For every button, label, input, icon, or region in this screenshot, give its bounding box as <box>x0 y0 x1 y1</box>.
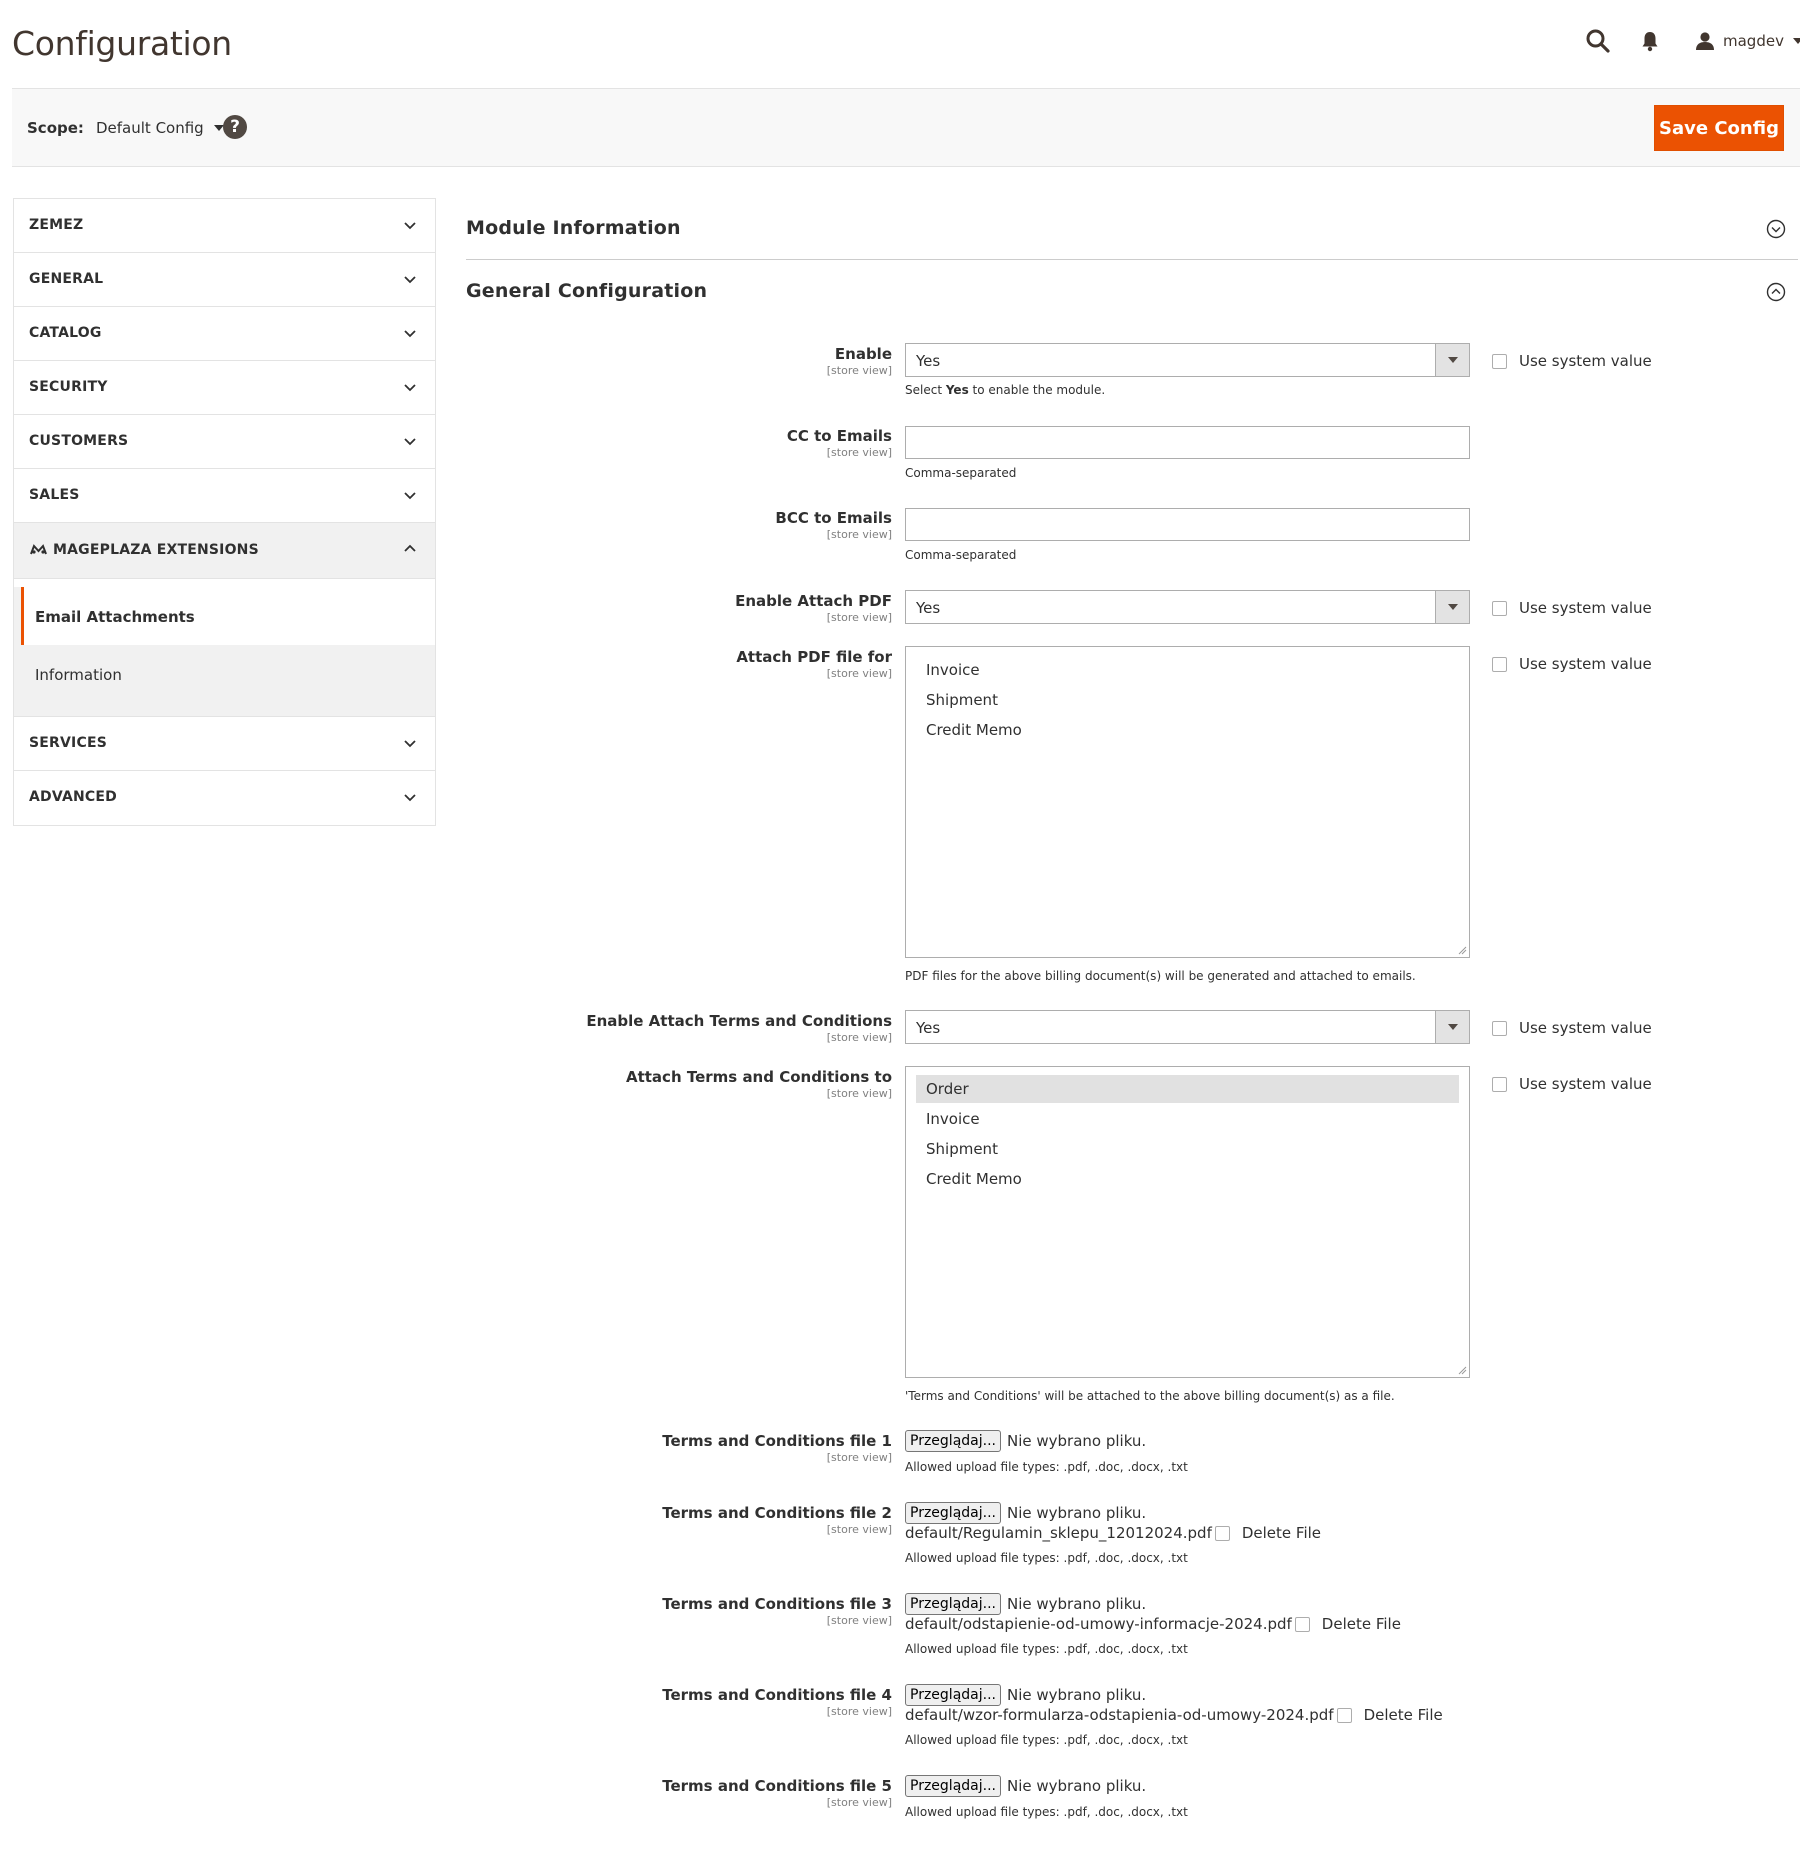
section-general-configuration[interactable] <box>466 278 1798 308</box>
sidebar-submenu <box>14 587 435 717</box>
bell-icon[interactable] <box>1638 29 1662 53</box>
field-label-enable-attach-tac <box>586 1012 892 1044</box>
sidebar-item-label: SECURITY <box>29 379 108 395</box>
sidebar-item-label: SALES <box>29 487 80 503</box>
use-system-value-checkbox[interactable] <box>1492 1021 1507 1036</box>
chevron-down-icon <box>403 218 417 232</box>
sidebar-item-sales[interactable] <box>14 469 435 523</box>
sidebar-subitem-information[interactable] <box>21 645 435 716</box>
field-label-tac-file-2 <box>662 1504 892 1536</box>
user-menu[interactable] <box>1695 28 1800 54</box>
attach-tac-to-note: 'Terms and Conditions' will be attached to the above billing document(s) as a file. <box>905 1389 1395 1403</box>
tac-file-3-current <box>905 1615 1401 1633</box>
field-label-text: Enable Attach Terms and Conditions <box>586 1012 892 1030</box>
chevron-down-icon <box>403 736 417 750</box>
field-label-text: Terms and Conditions file 2 <box>662 1504 892 1522</box>
delete-file-checkbox[interactable] <box>1295 1617 1310 1632</box>
chevron-down-icon <box>403 434 417 448</box>
sidebar-item-general[interactable] <box>14 253 435 307</box>
sidebar-item-label: CUSTOMERS <box>29 433 129 449</box>
multiselect-option[interactable]: Shipment <box>926 1140 998 1158</box>
enable-select[interactable] <box>905 343 1470 377</box>
attach-tac-to-use-system-value[interactable] <box>1492 1075 1652 1093</box>
current-file-name: default/wzor-formularza-odstapienia-od-umowy-2024.pdf <box>905 1706 1334 1724</box>
scope-value: Default Config <box>96 119 204 137</box>
sidebar-item-label: MAGEPLAZA EXTENSIONS <box>53 542 259 558</box>
chevron-down-icon <box>403 380 417 394</box>
file-status: Nie wybrano pliku. <box>1006 1432 1147 1450</box>
scope-label: Scope: <box>27 119 84 137</box>
field-label-tac-file-5 <box>662 1777 892 1809</box>
multiselect-option[interactable]: Credit Memo <box>926 721 1022 739</box>
cc-emails-note: Comma-separated <box>905 466 1017 480</box>
resize-grip-icon[interactable] <box>1457 1365 1467 1375</box>
use-system-value-label: Use system value <box>1519 655 1652 673</box>
field-label-attach-pdf-for <box>736 648 892 680</box>
tac-file-2-upload <box>905 1502 1146 1524</box>
tac-file-4-current <box>905 1706 1443 1724</box>
section-title: General Configuration <box>466 280 708 302</box>
cc-emails-input[interactable] <box>905 426 1470 459</box>
field-scope: [store view] <box>826 1796 892 1809</box>
multiselect-option[interactable]: Invoice <box>926 661 980 679</box>
multiselect-option[interactable]: Invoice <box>926 1110 980 1128</box>
delete-file-checkbox[interactable] <box>1337 1708 1352 1723</box>
field-scope: [store view] <box>826 528 892 541</box>
field-label-text: Terms and Conditions file 4 <box>662 1686 892 1704</box>
field-scope: [store view] <box>826 364 892 377</box>
sidebar-item-catalog[interactable] <box>14 307 435 361</box>
sidebar-item-label: ZEMEZ <box>29 217 84 233</box>
scope-switcher[interactable] <box>96 119 224 137</box>
sidebar-item-label: GENERAL <box>29 271 104 287</box>
sidebar-item-security[interactable] <box>14 361 435 415</box>
note-text: Select <box>905 383 946 397</box>
field-scope: [store view] <box>826 1451 892 1464</box>
attach-pdf-for-multiselect[interactable] <box>905 646 1470 958</box>
file-status: Nie wybrano pliku. <box>1006 1686 1147 1704</box>
enable-attach-pdf-use-system-value[interactable] <box>1492 599 1652 617</box>
field-label-tac-file-1 <box>662 1432 892 1464</box>
field-scope: [store view] <box>826 1087 892 1100</box>
sidebar-subitem-email-attachments[interactable] <box>21 587 435 645</box>
attach-pdf-for-note: PDF files for the above billing document(s) will be generated and attached to emails. <box>905 969 1416 983</box>
select-value: Yes <box>916 352 941 370</box>
sidebar-item-zemez[interactable] <box>14 199 435 253</box>
delete-file-checkbox[interactable] <box>1215 1526 1230 1541</box>
help-icon[interactable]: ? <box>223 115 247 139</box>
chevron-down-icon <box>1793 38 1800 44</box>
dropdown-arrow-icon <box>1435 344 1469 376</box>
browse-button[interactable]: Przeglądaj... <box>905 1502 1001 1524</box>
select-value: Yes <box>916 599 941 617</box>
multiselect-option[interactable]: Shipment <box>926 691 998 709</box>
field-scope: [store view] <box>826 446 892 459</box>
chevron-down-icon <box>403 326 417 340</box>
field-scope: [store view] <box>826 1614 892 1627</box>
field-label-text: Enable Attach PDF <box>735 592 892 610</box>
search-icon[interactable] <box>1585 28 1611 54</box>
browse-button[interactable]: Przeglądaj... <box>905 1684 1001 1706</box>
sidebar-item-advanced[interactable] <box>14 771 435 825</box>
file-status: Nie wybrano pliku. <box>1006 1777 1147 1795</box>
resize-grip-icon[interactable] <box>1457 945 1467 955</box>
tac-file-1-upload <box>905 1430 1146 1452</box>
page-title: Configuration <box>12 24 232 63</box>
allowed-types-note: Allowed upload file types: .pdf, .doc, .docx, .txt <box>905 1733 1188 1747</box>
sidebar-item-label: ADVANCED <box>29 789 117 805</box>
field-label-tac-file-4 <box>662 1686 892 1718</box>
scope-bar <box>12 88 1800 167</box>
collapse-circle-icon <box>1766 282 1786 302</box>
use-system-value-checkbox[interactable] <box>1492 657 1507 672</box>
field-label-enable-attach-pdf <box>735 592 892 624</box>
field-label-enable <box>827 345 892 377</box>
sidebar-item-label: CATALOG <box>29 325 102 341</box>
use-system-value-checkbox[interactable] <box>1492 1077 1507 1092</box>
use-system-value-label: Use system value <box>1519 1075 1652 1093</box>
allowed-types-note: Allowed upload file types: .pdf, .doc, .docx, .txt <box>905 1805 1188 1819</box>
sidebar-subitem-label: Information <box>35 666 122 684</box>
allowed-types-note: Allowed upload file types: .pdf, .doc, .docx, .txt <box>905 1460 1188 1474</box>
delete-file-label: Delete File <box>1363 1706 1443 1724</box>
config-sidebar <box>13 198 436 826</box>
field-label-text: Attach PDF file for <box>736 648 892 666</box>
use-system-value-label: Use system value <box>1519 599 1652 617</box>
tac-file-4-upload <box>905 1684 1146 1706</box>
mageplaza-logo-icon <box>30 544 47 556</box>
chevron-down-icon <box>403 272 417 286</box>
section-title: Module Information <box>466 217 681 239</box>
use-system-value-checkbox[interactable] <box>1492 354 1507 369</box>
user-icon <box>1695 31 1715 51</box>
field-label-text: Terms and Conditions file 1 <box>662 1432 892 1450</box>
browse-button[interactable]: Przeglądaj... <box>905 1593 1001 1615</box>
field-label-text: Terms and Conditions file 3 <box>662 1595 892 1613</box>
bcc-emails-note: Comma-separated <box>905 548 1017 562</box>
tac-file-2-current <box>905 1524 1321 1542</box>
expand-circle-icon <box>1766 219 1786 239</box>
allowed-types-note: Allowed upload file types: .pdf, .doc, .docx, .txt <box>905 1642 1188 1656</box>
delete-file-label: Delete File <box>1241 1524 1322 1542</box>
chevron-down-icon <box>403 790 417 804</box>
delete-file-label: Delete File <box>1321 1615 1401 1633</box>
field-label-bcc-emails <box>775 509 892 541</box>
enable-attach-tac-select[interactable] <box>905 1010 1470 1044</box>
use-system-value-checkbox[interactable] <box>1492 601 1507 616</box>
enable-attach-tac-use-system-value[interactable] <box>1492 1019 1652 1037</box>
field-label-text: Attach Terms and Conditions to <box>625 1068 892 1086</box>
sidebar-item-mageplaza-extensions[interactable] <box>14 523 435 579</box>
note-text: to enable the module. <box>968 383 1106 397</box>
enable-use-system-value[interactable] <box>1492 352 1652 370</box>
field-label-text: Enable <box>834 345 892 363</box>
chevron-up-icon <box>403 542 417 556</box>
field-label-cc-emails <box>787 427 892 459</box>
select-value: Yes <box>916 1019 941 1037</box>
current-file-name: default/Regulamin_sklepu_12012024.pdf <box>905 1524 1212 1542</box>
note-bold: Yes <box>945 383 969 397</box>
use-system-value-label: Use system value <box>1519 1019 1652 1037</box>
section-divider <box>466 259 1798 260</box>
dropdown-arrow-icon <box>1435 591 1469 623</box>
enable-attach-pdf-select[interactable] <box>905 590 1470 624</box>
field-label-tac-file-3 <box>662 1595 892 1627</box>
enable-note <box>905 383 1105 397</box>
sidebar-subitem-label: Email Attachments <box>35 608 195 626</box>
field-label-text: BCC to Emails <box>775 509 892 527</box>
sidebar-item-label: SERVICES <box>29 735 107 751</box>
multiselect-option[interactable]: Credit Memo <box>926 1170 1022 1188</box>
use-system-value-label: Use system value <box>1519 352 1652 370</box>
user-name: magdev <box>1723 32 1784 50</box>
multiselect-option-selected[interactable]: Order <box>916 1075 1459 1103</box>
bcc-emails-input[interactable] <box>905 508 1470 541</box>
save-config-button[interactable]: Save Config <box>1654 105 1784 151</box>
browse-button[interactable]: Przeglądaj... <box>905 1430 1001 1452</box>
field-scope: [store view] <box>826 667 892 680</box>
field-scope: [store view] <box>826 1705 892 1718</box>
field-scope: [store view] <box>826 1031 892 1044</box>
field-label-text: CC to Emails <box>786 427 892 445</box>
allowed-types-note: Allowed upload file types: .pdf, .doc, .docx, .txt <box>905 1551 1188 1565</box>
attach-tac-to-multiselect[interactable] <box>905 1066 1470 1378</box>
sidebar-item-services[interactable] <box>14 717 435 771</box>
section-module-information[interactable] <box>466 215 1798 245</box>
chevron-down-icon <box>403 488 417 502</box>
field-scope: [store view] <box>826 611 892 624</box>
dropdown-arrow-icon <box>1435 1011 1469 1043</box>
file-status: Nie wybrano pliku. <box>1006 1504 1147 1522</box>
field-scope: [store view] <box>826 1523 892 1536</box>
attach-pdf-for-use-system-value[interactable] <box>1492 655 1652 673</box>
browse-button[interactable]: Przeglądaj... <box>905 1775 1001 1797</box>
sidebar-item-customers[interactable] <box>14 415 435 469</box>
tac-file-3-upload <box>905 1593 1146 1615</box>
current-file-name: default/odstapienie-od-umowy-informacje-2024.pdf <box>905 1615 1292 1633</box>
tac-file-5-upload <box>905 1775 1146 1797</box>
field-label-attach-tac-to <box>626 1068 892 1100</box>
sidebar-group-label <box>30 542 259 558</box>
file-status: Nie wybrano pliku. <box>1006 1595 1147 1613</box>
field-label-text: Terms and Conditions file 5 <box>662 1777 892 1795</box>
